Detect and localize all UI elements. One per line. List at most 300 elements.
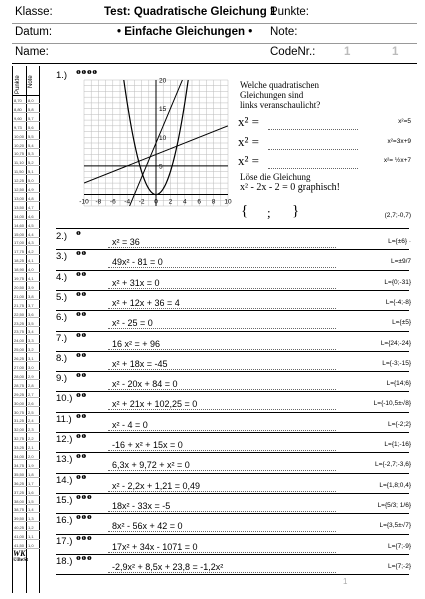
grade-row — [13, 248, 40, 255]
row-divider — [56, 391, 409, 392]
solve-equation: x² - 2x - 2 = 0 graphisch! — [240, 182, 341, 193]
grade-value: 1,0 — [28, 543, 34, 548]
grade-row — [13, 97, 40, 104]
grade-row — [13, 462, 40, 469]
grade-value: 1,6 — [28, 489, 34, 495]
answer-line — [268, 149, 358, 150]
grade-points: 27,00 — [14, 365, 25, 370]
grade-row — [13, 364, 40, 371]
grade-points: 23,25 — [14, 320, 25, 326]
grade-row — [13, 444, 40, 451]
row-divider — [56, 473, 409, 474]
grade-value: 5,6 — [28, 124, 34, 130]
answer-line — [108, 288, 336, 289]
note-column-head: Note — [28, 75, 34, 88]
grade-points: 10,20 — [14, 142, 25, 148]
grade-points: 13,00 — [14, 195, 25, 201]
grade-row — [13, 346, 40, 353]
row-divider — [56, 513, 409, 514]
y-tick-label: 10 — [159, 134, 167, 142]
task-equation: -2,9x² + 8,5x + 23,8 = -1,2x² — [112, 561, 224, 572]
grade-value: 2,1 — [28, 445, 34, 451]
answer-key: L={-10,5±√8} — [373, 400, 411, 408]
x-tick-label: -10 — [79, 198, 89, 206]
answer-line — [108, 511, 336, 512]
answer-key: L={0;-31} — [384, 278, 411, 286]
answer-key: L={7;-2} — [388, 562, 411, 570]
grade-points: 28,75 — [14, 382, 25, 388]
grade-points: 12,25 — [14, 178, 25, 184]
row-divider — [56, 371, 409, 372]
difficulty-dots: ❶❶ — [76, 332, 87, 339]
y-tick-label: 20 — [159, 77, 167, 85]
grade-value: 1,4 — [28, 507, 34, 513]
row-divider — [56, 331, 409, 332]
grade-points: 34,75 — [14, 462, 25, 468]
answer-key: L=±9/7 — [390, 258, 411, 266]
solve-instruction: Löse die Gleichung — [240, 172, 311, 182]
task-equation: x² + 18x = -45 — [112, 358, 168, 369]
answer-key: L={±5} — [392, 319, 411, 327]
task-equation: 49x² - 81 = 0 — [112, 257, 163, 268]
grade-points: 40,25 — [14, 525, 25, 531]
row-divider — [56, 228, 409, 229]
row-divider — [56, 412, 409, 413]
grade-value: 3,1 — [28, 356, 34, 362]
difficulty-dots: ❶❶ — [76, 352, 87, 359]
grade-value: 4,7 — [28, 204, 34, 210]
answer-key: L={-2,7;-3,6} — [375, 461, 411, 469]
grade-points: 14,00 — [14, 213, 25, 219]
grade-points: 15,00 — [14, 231, 25, 237]
grade-points: 9,73 — [14, 124, 22, 130]
grade-value: 3,2 — [28, 347, 34, 353]
task-number: 7.) — [56, 332, 68, 344]
grade-value: 3,9 — [28, 284, 34, 290]
question-line: links veranschaulicht? — [240, 100, 321, 110]
grade-value: 4,2 — [28, 249, 34, 255]
grade-points: 18,25 — [14, 258, 25, 264]
grade-value: 4,1 — [28, 258, 34, 264]
answer-line — [108, 531, 336, 532]
task-number: 3.) — [56, 251, 68, 263]
task-equation: x² + 31x = 0 — [112, 277, 160, 288]
grade-points: 19,75 — [14, 276, 25, 281]
grade-row — [13, 159, 40, 166]
answer-line — [108, 247, 336, 248]
row-divider — [56, 534, 409, 535]
grade-points: 10,75 — [14, 151, 25, 157]
grade-value: 1,1 — [28, 534, 34, 540]
grade-value: 5,4 — [28, 142, 34, 148]
grade-row — [13, 426, 40, 433]
grade-row — [13, 257, 40, 264]
grade-points: 21,75 — [14, 302, 25, 308]
task-number: 14.) — [56, 474, 73, 486]
answer-key: L={7;-9} — [388, 542, 411, 550]
grade-value: 3,7 — [28, 302, 34, 308]
answer-key: L={24;-24} — [380, 339, 411, 347]
grade-row — [13, 275, 40, 282]
grade-value: 5,1 — [28, 169, 34, 175]
x-tick-label: 4 — [182, 198, 187, 206]
task-number: 6.) — [56, 312, 68, 324]
answer-line — [268, 168, 358, 169]
test-subtitle: • Einfache Gleichungen • — [117, 26, 253, 38]
grade-points: 26,25 — [14, 356, 25, 362]
answer-key: L={-4;-8} — [385, 298, 411, 306]
grade-value: 4,8 — [28, 195, 34, 201]
grade-value: 1,7 — [28, 480, 34, 486]
grade-row — [13, 524, 40, 531]
semicolon: ; — [267, 205, 271, 220]
codenr-label: CodeNr.: — [270, 46, 316, 58]
grade-points: 8,80 — [14, 106, 22, 112]
grade-points: 23,75 — [14, 329, 25, 335]
grade-row — [13, 311, 40, 318]
grade-points: 9,60 — [14, 115, 22, 121]
brace-open: { — [241, 203, 249, 219]
answer-line — [108, 267, 336, 268]
task-equation: -16 + x² + 15x = 0 — [112, 440, 183, 450]
publisher-logo: WK ©BeSt — [13, 549, 29, 563]
grade-row — [13, 355, 40, 362]
task-equation: x² - 25 = 0 — [112, 318, 153, 329]
x-tick-label: -4 — [124, 198, 131, 206]
answer-line — [108, 572, 336, 573]
row-divider — [56, 310, 409, 311]
grade-points: 12,50 — [14, 187, 25, 192]
row-divider — [56, 270, 409, 271]
grade-value: 8,0 — [28, 98, 34, 103]
row-divider — [56, 249, 409, 250]
difficulty-dots: ❶❶ — [76, 373, 87, 380]
answer-key: L={3,5±√7} — [379, 522, 411, 530]
grade-row — [13, 302, 40, 309]
answer-line — [108, 450, 336, 451]
task-equation: x² + 12x + 36 = 4 — [112, 297, 180, 308]
grade-row — [13, 124, 40, 131]
answer-line — [108, 552, 336, 553]
task-number: 9.) — [56, 373, 68, 385]
page-mark: 1 — [343, 577, 348, 586]
grade-value: 3,6 — [28, 311, 34, 317]
grade-row — [13, 115, 40, 122]
grade-row — [13, 177, 40, 184]
answer-line — [108, 491, 336, 492]
grade-value: 2,5 — [28, 409, 34, 415]
row-divider — [56, 351, 409, 352]
grade-points: 30,00 — [14, 400, 25, 406]
answer-line — [108, 369, 336, 370]
grade-row — [13, 382, 40, 389]
grade-row — [13, 533, 40, 540]
answer-key: L={1;-16} — [384, 441, 411, 448]
test-title: Test: Quadratische Gleichung 1 — [104, 6, 277, 18]
grade-value: 2,8 — [28, 382, 34, 388]
grade-row — [13, 150, 40, 157]
task-equation: x² = 36 — [112, 237, 140, 247]
grade-row — [13, 195, 40, 202]
x-tick-label: -6 — [109, 198, 116, 206]
grade-points: 8,70 — [14, 98, 22, 103]
task-number: 4.) — [56, 271, 68, 283]
grade-value: 4,3 — [28, 240, 34, 246]
answer-key: (2,7;-0,7) — [384, 212, 411, 219]
difficulty-dots: ❶❶ — [76, 413, 87, 420]
punkte-label: Punkte: — [270, 6, 309, 18]
grade-value: 4,1 — [28, 276, 34, 281]
grade-row — [13, 400, 40, 407]
x-tick-label: 8 — [211, 198, 216, 206]
grade-row — [13, 453, 40, 460]
name-label: Name: — [15, 46, 49, 58]
answer-blank: x² = — [238, 153, 259, 168]
punkte-column-head: Punkte — [15, 75, 21, 94]
grade-value: 2,2 — [28, 436, 34, 442]
grade-value: 4,0 — [28, 267, 34, 273]
grade-row — [13, 542, 40, 549]
grade-points: 38,75 — [14, 507, 25, 513]
grade-row — [13, 391, 40, 398]
task-equation: 17x² + 34x - 1071 = 0 — [112, 541, 198, 552]
grade-row — [13, 222, 40, 229]
grade-row — [13, 373, 40, 380]
grade-value: 4,5 — [28, 222, 34, 228]
grade-row — [13, 489, 40, 496]
grade-row — [13, 284, 40, 291]
grade-points: 24,00 — [14, 338, 25, 344]
answer-line — [108, 389, 336, 390]
grade-value: 1,5 — [28, 498, 34, 504]
question-line: Welche quadratischen — [240, 80, 319, 90]
grade-row — [13, 515, 40, 522]
grade-points: 37,25 — [14, 489, 25, 495]
difficulty-dots: ❶❶❶ — [76, 494, 93, 501]
task-equation: 16 x² = + 96 — [112, 338, 161, 349]
grade-points: 28,00 — [14, 373, 25, 379]
answer-key: L={-3;-15} — [382, 359, 411, 367]
task-equation: x² - 4 = 0 — [112, 419, 148, 430]
grade-value: 3,5 — [28, 320, 34, 326]
row-divider — [56, 493, 409, 494]
grade-value: 2,3 — [28, 427, 34, 433]
row-divider — [56, 574, 409, 575]
grade-value: 3,3 — [28, 338, 34, 344]
grade-points: 10,00 — [14, 133, 25, 139]
question-line: Gleichungen sind — [240, 90, 304, 100]
grade-points: 31,25 — [14, 418, 25, 424]
grade-points: 18,90 — [14, 267, 25, 273]
answer-key: x²=5 — [398, 118, 411, 125]
answer-line — [108, 430, 336, 431]
grade-value: 1,2 — [28, 525, 34, 531]
task-number: 12.) — [56, 434, 73, 445]
difficulty-dots: ❶❶❶ — [76, 535, 93, 542]
grade-points: 22,50 — [14, 311, 25, 317]
answer-line — [108, 470, 336, 471]
difficulty-dots: ❶❶ — [76, 251, 87, 258]
grade-row — [13, 142, 40, 149]
grade-points: 20,50 — [14, 284, 25, 290]
grade-points: 36,25 — [14, 480, 25, 486]
task-number: 10.) — [56, 393, 73, 405]
grade-value: 2,0 — [28, 454, 34, 459]
grade-value: 1,3 — [28, 516, 34, 522]
x-tick-label: -8 — [95, 198, 102, 206]
grade-row — [13, 328, 40, 335]
grade-points: 14,60 — [14, 222, 25, 228]
grade-row — [13, 498, 40, 505]
difficulty-dots: ❶❶❶ — [76, 515, 93, 522]
grade-row — [13, 506, 40, 513]
grade-row — [13, 293, 40, 300]
grade-points: 17,00 — [14, 240, 25, 246]
grade-value: 3,0 — [28, 365, 34, 370]
y-tick-label: 5 — [159, 163, 163, 171]
answer-line — [108, 409, 336, 410]
brace-close: } — [292, 203, 300, 219]
grade-points: 11,10 — [14, 160, 24, 166]
task-number: 1.) — [56, 70, 68, 81]
grade-row — [13, 266, 40, 273]
grade-row — [13, 231, 40, 238]
grade-points: 13,50 — [14, 204, 25, 210]
task-equation: 6,3x + 9,72 + x² = 0 — [112, 460, 190, 471]
grade-value: 5,3 — [28, 151, 34, 157]
codenr-value: 1 — [344, 46, 351, 58]
grade-row — [13, 106, 40, 113]
grade-points: 41,00 — [14, 534, 25, 540]
grade-value: 2,7 — [28, 391, 34, 397]
answer-blank: x² = — [238, 134, 259, 149]
grade-value: 5,0 — [28, 178, 34, 184]
grade-row — [13, 435, 40, 442]
row-divider — [56, 554, 409, 555]
difficulty-dots: ❶❶ — [76, 393, 87, 400]
grade-row — [13, 417, 40, 424]
answer-key: L={±6} · — [388, 238, 411, 245]
x-tick-label: 2 — [168, 198, 173, 206]
grade-value: 4,6 — [28, 213, 34, 219]
grade-row — [13, 204, 40, 211]
grade-value: 4,4 — [28, 231, 34, 237]
grade-value: 2,4 — [28, 418, 34, 424]
grade-value: 5,8 — [28, 106, 34, 112]
grade-value: 5,7 — [28, 115, 34, 121]
task-number: 5.) — [56, 291, 68, 303]
grade-value: 2,9 — [28, 373, 34, 379]
difficulty-dots: ❶❶ — [76, 271, 87, 278]
task-number: 2.) — [56, 231, 68, 242]
answer-key: L={14;6} — [386, 380, 411, 388]
difficulty-dots: ❶ — [76, 231, 82, 237]
grade-row — [13, 337, 40, 344]
row-divider — [56, 452, 409, 453]
grade-row — [13, 186, 40, 193]
grade-points: 39,50 — [14, 516, 25, 522]
grade-row — [13, 133, 40, 140]
answer-line — [108, 308, 336, 309]
x-tick-label: 10 — [224, 198, 232, 206]
grade-points: 17,75 — [14, 249, 25, 255]
x-tick-label: 6 — [197, 198, 202, 206]
klasse-label: Klasse: — [15, 6, 53, 18]
grade-row — [13, 239, 40, 246]
task-number: 18.) — [56, 555, 73, 567]
grade-points: 25,00 — [14, 347, 25, 353]
grade-points: 21,00 — [14, 293, 25, 299]
answer-line — [108, 349, 336, 350]
task-number: 15.) — [56, 494, 73, 506]
difficulty-dots: ❶❶ — [76, 312, 87, 319]
grade-value: 4,9 — [28, 187, 34, 192]
y-tick-label: 15 — [159, 106, 167, 114]
grade-row — [13, 320, 40, 327]
grade-row — [13, 168, 40, 175]
difficulty-dots: ❶❶❶❶ — [76, 70, 98, 76]
difficulty-dots: ❶❶ — [76, 454, 87, 461]
task-equation: x² + 21x + 102,25 = 0 — [112, 399, 198, 410]
difficulty-dots: ❶❶ — [76, 434, 87, 440]
datum-label: Datum: — [15, 26, 53, 38]
answer-key: L={5/3; 1/6} — [377, 501, 411, 509]
task-equation: x² - 20x + 84 = 0 — [112, 379, 178, 390]
task-equation: x² - 2,2x + 1,21 = 0,49 — [112, 480, 201, 491]
grade-row — [13, 213, 40, 220]
grade-points: 32,75 — [14, 436, 25, 442]
task-number: 11.) — [56, 413, 72, 425]
task-number: 13.) — [56, 454, 73, 466]
grade-points: 11,50 — [14, 169, 24, 175]
answer-key: x²=3x+9 — [387, 138, 411, 145]
row-divider — [56, 432, 409, 433]
function-graph — [76, 76, 236, 222]
header-divider — [12, 43, 417, 44]
grade-value: 3,8 — [28, 293, 34, 299]
header-bottom-line — [12, 63, 417, 64]
grade-row — [13, 480, 40, 487]
x-tick-label: 0 — [154, 198, 158, 206]
difficulty-dots: ❶❶❶ — [76, 555, 93, 562]
answer-key: L={-2;2} — [388, 420, 411, 428]
answer-key: x²= ½x+7 — [383, 157, 411, 164]
answer-key: L={1,8;0,4} — [379, 481, 411, 489]
grade-value: 1,9 — [28, 462, 34, 468]
x-tick-label: -2 — [138, 198, 145, 206]
difficulty-dots: ❶❶ — [76, 291, 87, 298]
answer-blank: x² = — [238, 114, 259, 129]
grade-points: 32,00 — [14, 427, 25, 433]
grade-points: 34,00 — [14, 454, 25, 459]
answer-line — [108, 328, 336, 329]
grade-value: 3,4 — [28, 329, 34, 335]
task-number: 8.) — [56, 352, 68, 364]
grade-points: 38,00 — [14, 498, 25, 504]
header — [12, 6, 417, 64]
answer-line — [268, 129, 358, 130]
grade-value: 5,2 — [28, 160, 34, 166]
grade-points: 41,50 — [14, 543, 25, 548]
task-equation: 8x² - 56x + 42 = 0 — [112, 521, 183, 532]
grade-value: 1,8 — [28, 471, 34, 477]
task-number: 16.) — [56, 515, 73, 527]
grade-row — [13, 409, 40, 416]
grade-points: 30,75 — [14, 409, 25, 415]
grade-value: 2,6 — [28, 400, 34, 406]
grade-row — [13, 471, 40, 478]
row-divider — [56, 290, 409, 291]
